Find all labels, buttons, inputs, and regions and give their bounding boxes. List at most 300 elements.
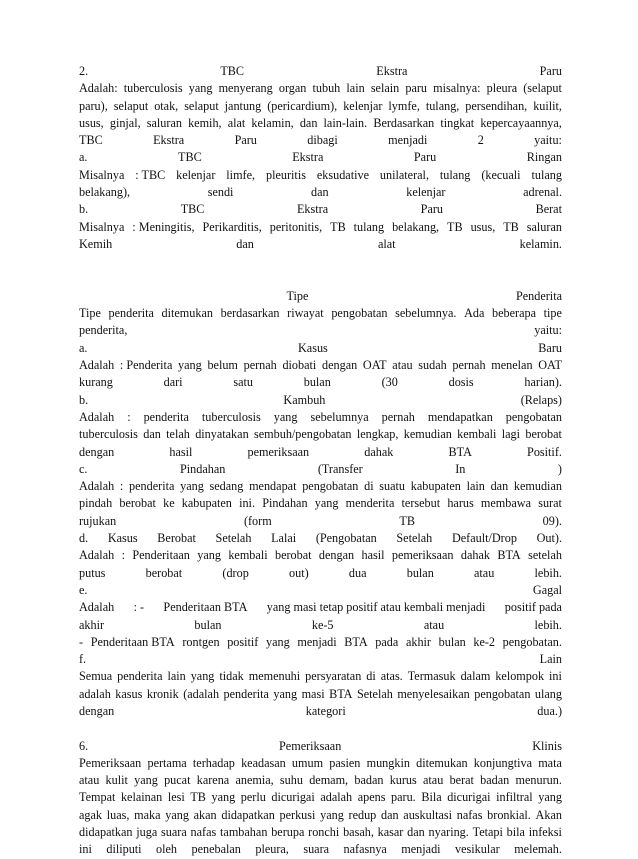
word: OAT	[362, 358, 387, 373]
word: karena	[196, 773, 230, 788]
word: suara	[303, 842, 330, 857]
word: selaput	[184, 98, 219, 113]
word: ke-5	[311, 617, 334, 632]
word: dicurigai	[447, 790, 491, 805]
word: tulang	[353, 219, 385, 234]
word: bulan	[406, 565, 434, 580]
word: 09).	[542, 513, 562, 528]
word: Klinis	[532, 738, 562, 753]
word: Gagal	[532, 582, 562, 597]
word: suhu	[279, 773, 303, 788]
word: Misalnya	[79, 219, 125, 234]
word: pada	[375, 634, 399, 649]
word: Ekstra	[292, 150, 324, 165]
word: TBC	[180, 202, 205, 217]
word: perlu	[240, 790, 266, 805]
word: Default/Drop	[451, 531, 517, 546]
word: dan	[407, 825, 425, 840]
word: di	[366, 669, 376, 684]
word: akhir	[79, 617, 105, 632]
word: atau	[423, 773, 444, 788]
word: Penderita	[515, 288, 562, 303]
word: b.	[79, 392, 89, 407]
word: yang	[197, 548, 221, 563]
word: ke	[163, 496, 175, 511]
word: maka	[134, 807, 161, 822]
word: positif	[227, 634, 259, 649]
text-line	[79, 340, 562, 357]
word: 2	[477, 133, 484, 148]
word: agak	[79, 807, 103, 822]
word: penderita	[143, 409, 189, 424]
text-line	[79, 374, 562, 391]
word: lymfe,	[388, 98, 420, 113]
word: juga	[136, 825, 158, 840]
word: bila	[506, 825, 525, 840]
word: kelenjar	[176, 167, 216, 182]
word: lengkap,	[356, 427, 399, 442]
text-line	[79, 426, 562, 443]
word: paru	[405, 81, 428, 96]
text-line	[79, 167, 562, 184]
word: usus,	[79, 115, 104, 130]
word: : Meningitis,	[132, 219, 195, 234]
word: alat	[377, 236, 396, 251]
text-line	[79, 115, 562, 132]
word: d.	[79, 531, 89, 546]
text-line	[79, 305, 562, 322]
word: kembali	[457, 427, 497, 442]
word: lebih.	[534, 617, 562, 632]
text-line	[79, 409, 562, 426]
word: Adalah	[79, 358, 115, 373]
word: belakang),	[79, 185, 131, 200]
word: membawa	[480, 496, 532, 511]
word: menyerang	[218, 81, 273, 96]
word: diobati	[282, 358, 317, 373]
word: penderita,	[79, 323, 128, 338]
word: TBC	[178, 150, 202, 165]
word: dan	[490, 479, 509, 494]
word: Penderitaan BTA	[90, 634, 175, 649]
text-line	[79, 495, 562, 512]
word: menelan	[491, 358, 533, 373]
word: a.	[79, 340, 88, 355]
word: pemeriksaan	[391, 548, 454, 563]
word: (kecuali	[481, 167, 521, 182]
word: TB	[503, 219, 519, 234]
word: : -	[133, 600, 145, 615]
word: Perikarditis,	[202, 219, 262, 234]
word: tipe	[543, 306, 562, 321]
word: di	[364, 479, 374, 494]
word: Pemeriksaan	[279, 738, 342, 753]
word: (drop	[222, 565, 249, 580]
word: out)	[289, 565, 309, 580]
word: pengobatan	[474, 686, 531, 701]
word: ini	[79, 842, 92, 857]
word: adrenal.	[523, 185, 562, 200]
word: kemih,	[188, 115, 222, 130]
word: didapatkan	[221, 807, 275, 822]
word: ini	[549, 669, 562, 684]
text-line	[79, 824, 562, 841]
word: :	[127, 409, 131, 424]
word: Tempat	[79, 790, 116, 805]
word: yang	[180, 479, 204, 494]
text-line	[79, 288, 562, 305]
word: kronik	[146, 686, 179, 701]
word: menjadi	[297, 634, 337, 649]
word: Kemih	[79, 236, 113, 251]
word: Kasus	[297, 340, 328, 355]
word: dan	[311, 185, 329, 200]
word: Penderitaan BTA	[163, 600, 248, 615]
word: kurus	[389, 773, 417, 788]
word: Penderitaan	[132, 548, 190, 563]
word: Adalah	[79, 409, 115, 424]
word: Ekstra	[376, 64, 408, 78]
word: atau	[474, 565, 495, 580]
text-line	[79, 132, 562, 149]
word: Kambuh	[283, 392, 326, 407]
word: Setelah	[215, 531, 252, 546]
word: pemeriksaan	[247, 444, 310, 459]
word: pernah	[243, 358, 277, 373]
word: surat	[538, 496, 562, 511]
word: Adalah	[79, 600, 115, 615]
word: c.	[79, 461, 88, 476]
text-line	[79, 80, 562, 97]
word: hasil	[361, 548, 385, 563]
word: peritonitis,	[269, 219, 323, 234]
word: lain	[466, 479, 485, 494]
word: menurun.	[515, 773, 562, 788]
word: dosis	[448, 375, 474, 390]
word: pernah	[381, 409, 415, 424]
word: rujukan	[79, 513, 117, 528]
word: yang	[134, 773, 158, 788]
text-line	[79, 63, 562, 80]
word: yang	[211, 790, 236, 805]
word: tidak	[219, 669, 244, 684]
word: demam,	[309, 773, 349, 788]
word: Paru	[413, 150, 437, 165]
word: ditemukan	[161, 306, 213, 321]
word: (Relaps)	[520, 392, 562, 407]
word: kepercayaannya,	[480, 115, 562, 130]
word: oleh	[156, 842, 178, 857]
word: Paru	[234, 133, 257, 148]
word: lesi	[167, 790, 185, 805]
word: Pindahan	[179, 461, 226, 476]
word: TB	[330, 219, 346, 234]
text-line	[79, 634, 562, 651]
word: (30	[381, 375, 398, 390]
word: Lalai	[271, 531, 297, 546]
word: Tipe	[286, 288, 309, 303]
word: Bila	[421, 790, 442, 805]
text-line	[79, 582, 562, 599]
word: adalah	[79, 686, 111, 701]
word: Berobat	[157, 531, 196, 546]
word: ulang	[534, 686, 562, 701]
word: nafas	[456, 807, 483, 822]
word: tambahan	[220, 825, 268, 840]
word: vesikular	[455, 842, 500, 857]
word: paru),	[79, 98, 108, 113]
word: Akan	[535, 807, 562, 822]
word: Kasus	[107, 531, 138, 546]
word: pleuritis	[266, 167, 306, 182]
document-page	[79, 63, 562, 859]
word: dan	[380, 807, 399, 822]
word: menderita	[345, 496, 395, 511]
word: beberapa	[492, 306, 536, 321]
word: selaput	[113, 98, 149, 113]
word: pindah	[79, 496, 113, 511]
word: kasus	[115, 686, 143, 701]
word: BTA	[448, 444, 472, 459]
word: persyaratan	[305, 669, 362, 684]
word: masi	[301, 686, 325, 701]
word: dengan	[79, 703, 115, 718]
text-line	[79, 668, 562, 685]
word: yang	[190, 669, 215, 684]
word: yang	[178, 358, 202, 373]
word: berobat	[525, 427, 562, 442]
word: tingkat	[440, 115, 475, 130]
text-line	[79, 599, 562, 616]
word: dan	[236, 236, 254, 251]
word: menyelesaikan	[397, 686, 470, 701]
word: suara	[161, 825, 187, 840]
word: konjungtiva	[473, 755, 532, 770]
word: yang	[266, 634, 290, 649]
word: dengan	[318, 548, 355, 563]
word: menjadi	[388, 133, 428, 148]
word: Baru	[538, 340, 562, 355]
word: berupa	[271, 825, 305, 840]
word: dua.)	[537, 703, 562, 718]
text-line	[79, 98, 562, 115]
word: usus,	[470, 219, 496, 234]
word: TB	[399, 513, 415, 528]
word: tuberculosis	[79, 427, 138, 442]
word: auskultasi	[403, 807, 453, 822]
word: kelenjar	[406, 185, 446, 200]
word: harus	[447, 496, 474, 511]
word: tulang	[439, 167, 471, 182]
word: kelompok	[495, 669, 545, 684]
text-line	[79, 513, 562, 530]
word: lain	[346, 81, 365, 96]
word: akhir	[405, 634, 431, 649]
text-line	[79, 444, 562, 461]
word: jantung	[224, 98, 262, 113]
word: belakang,	[392, 219, 440, 234]
word: unilateral,	[379, 167, 429, 182]
word: TB	[447, 219, 463, 234]
text-line	[79, 755, 562, 772]
word: pleura,	[255, 842, 289, 857]
word: Adalah	[79, 479, 115, 494]
word: memenuhi	[248, 669, 301, 684]
word: otak,	[154, 98, 179, 113]
word: tuberculosis	[123, 81, 183, 96]
word: berdasarkan	[220, 306, 280, 321]
word: sembuh/pengobatan	[254, 427, 352, 442]
word: ginjal,	[109, 115, 141, 130]
word: satu	[233, 375, 253, 390]
word: basah,	[343, 825, 374, 840]
word: eksudative	[316, 167, 369, 182]
word: suatu	[379, 479, 406, 494]
word: tulang,	[425, 98, 460, 113]
blank-line	[79, 720, 562, 737]
word: redup	[348, 807, 377, 822]
text-line	[79, 201, 562, 218]
word: mendapatkan	[427, 409, 493, 424]
word: Out).	[536, 531, 562, 546]
text-line	[79, 772, 562, 789]
word: ditemukan	[416, 755, 468, 770]
word: kabupaten	[181, 496, 232, 511]
text-line	[79, 651, 562, 668]
word: lain-lain.	[323, 115, 368, 130]
text-line	[79, 461, 562, 478]
word: dibagi	[307, 133, 338, 148]
word: berobat	[145, 565, 183, 580]
word: yaitu:	[534, 323, 562, 338]
word: rontgen	[182, 634, 220, 649]
word: Positif.	[527, 444, 562, 459]
word: lebih.	[534, 565, 562, 580]
word: dua	[348, 565, 367, 580]
word: dari	[163, 375, 183, 390]
word: yang	[165, 807, 189, 822]
word: : TBC	[135, 167, 166, 182]
word: dinyatakan	[195, 427, 249, 442]
word: OAT	[538, 358, 562, 373]
word: kelainan	[120, 790, 163, 805]
word: pertama	[147, 755, 187, 770]
word: :	[119, 479, 124, 494]
word: Adalah	[79, 548, 115, 563]
word: positif pada	[504, 600, 562, 615]
word: Setelah	[356, 686, 393, 701]
word: kuilit,	[533, 98, 562, 113]
word: bronkial.	[487, 807, 531, 822]
word: dengan	[322, 358, 358, 373]
word: atas.	[380, 669, 403, 684]
word: badan	[354, 773, 384, 788]
word: (selaput	[523, 81, 562, 96]
word: mata	[538, 755, 562, 770]
word: Tetapi	[472, 825, 503, 840]
word: tersebut	[401, 496, 441, 511]
word: telah	[166, 427, 190, 442]
word: Lain	[539, 652, 562, 667]
word: yang	[188, 81, 213, 96]
word: adalah	[320, 790, 353, 805]
word: persendihan,	[465, 98, 528, 113]
word: yang	[538, 790, 562, 805]
word: -	[79, 634, 84, 649]
word: kelamin.	[519, 236, 562, 251]
word: berat	[449, 773, 474, 788]
text-line	[79, 617, 562, 634]
word: keadasan	[241, 755, 286, 770]
word: yaitu:	[534, 133, 562, 148]
text-line	[79, 807, 562, 824]
word: atau	[423, 617, 445, 632]
word: pengobatan	[505, 409, 562, 424]
text-line	[79, 789, 562, 806]
word: bulan	[303, 375, 331, 390]
word: alat	[227, 115, 246, 130]
word: TBC	[220, 64, 245, 78]
word: (Pengobatan	[315, 531, 377, 546]
word: Pemeriksaan	[79, 755, 142, 770]
word: mungkin	[366, 755, 410, 770]
word: TB	[190, 790, 206, 805]
word: sebelumnya	[310, 409, 369, 424]
word: Paru	[420, 202, 444, 217]
text-line	[79, 236, 562, 253]
word: yang masi tetap positif atau kembali menjadi	[266, 600, 486, 615]
word: Berat	[535, 202, 562, 217]
word: kategori	[305, 703, 346, 718]
word: penderita	[108, 306, 154, 321]
word: menjadi	[401, 842, 441, 857]
word: penderita	[223, 686, 269, 701]
word: organ	[278, 81, 307, 96]
word: selain	[370, 81, 400, 96]
word: lain	[167, 669, 186, 684]
text-line	[79, 149, 562, 166]
word: infeksi	[528, 825, 562, 840]
word: pernah	[452, 358, 486, 373]
word: Tipe	[79, 306, 101, 321]
word: BTA	[344, 634, 368, 649]
word: kembali	[228, 548, 268, 563]
word: 2.	[79, 64, 89, 78]
word: Ada	[464, 306, 485, 321]
word: bulan	[438, 634, 466, 649]
word: kabupaten	[410, 479, 461, 494]
word: kasar	[377, 825, 404, 840]
word: infiltral	[496, 790, 533, 805]
word: lagi	[501, 427, 521, 442]
word: dan	[299, 115, 318, 130]
word: sebelumnya.	[395, 306, 457, 321]
text-line	[79, 703, 562, 720]
word: Adalah:	[79, 81, 118, 96]
word: 6.	[79, 738, 89, 753]
word: e.	[79, 582, 88, 597]
word: (form	[243, 513, 272, 528]
word: Pindahan	[262, 496, 308, 511]
text-line	[79, 392, 562, 409]
text-line	[79, 219, 562, 236]
word: nyaring.	[428, 825, 469, 840]
word: Ringan	[526, 150, 562, 165]
word: BTA	[497, 548, 521, 563]
word: dahak	[460, 548, 490, 563]
word: ronchi	[308, 825, 340, 840]
word: Semua	[79, 669, 113, 684]
